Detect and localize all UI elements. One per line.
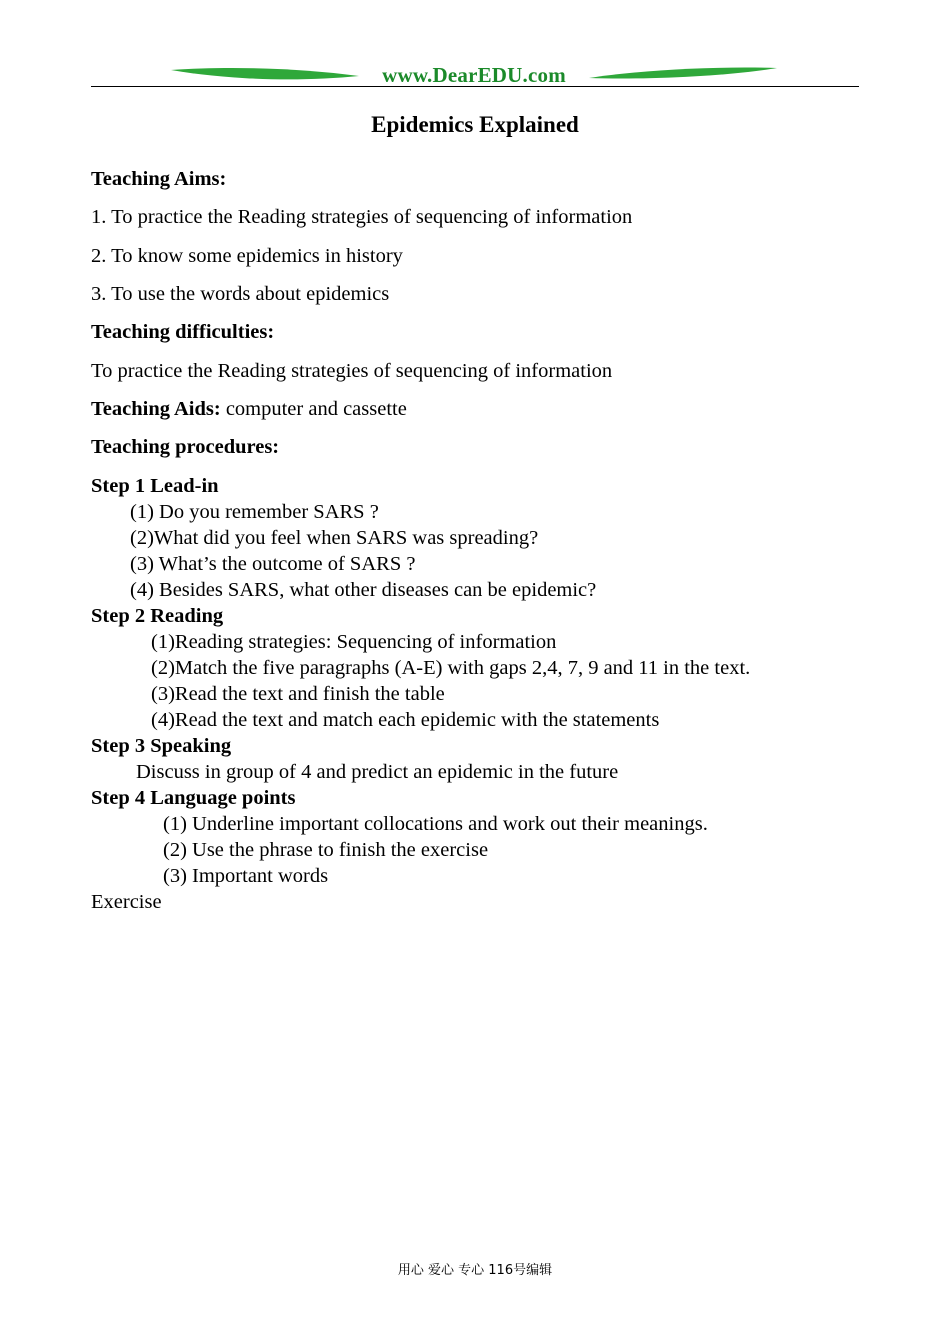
aids-line bbox=[91, 396, 407, 422]
aims-heading: Teaching Aims: bbox=[91, 168, 227, 190]
aim-item: 2. To know some epidemics in history bbox=[91, 245, 403, 267]
aim-item: 1. To practice the Reading strategies of sequencing of information bbox=[91, 206, 633, 228]
step-title: Step 1 Lead-in bbox=[91, 475, 219, 497]
step-item: (4) Besides SARS, what other diseases can be epidemic? bbox=[130, 579, 597, 601]
aids-heading: Teaching Aids: bbox=[91, 398, 221, 420]
step-item: (2)Match the five paragraphs (A-E) with gaps 2,4, 7, 9 and 11 in the text. bbox=[151, 657, 751, 679]
step-title: Step 3 Speaking bbox=[91, 735, 232, 757]
page-header bbox=[91, 60, 859, 90]
step-item: (3) Important words bbox=[163, 865, 329, 887]
exercise-label: Exercise bbox=[91, 891, 162, 913]
aim-item: 3. To use the words about epidemics bbox=[91, 283, 390, 305]
step-title: Step 2 Reading bbox=[91, 605, 224, 627]
aids-text: computer and cassette bbox=[225, 398, 407, 420]
step-item: (2) Use the phrase to finish the exercise bbox=[163, 839, 489, 861]
difficulties-text: To practice the Reading strategies of sequencing of information bbox=[91, 360, 613, 382]
step-title: Step 4 Language points bbox=[91, 787, 296, 809]
step-item: (1) Underline important collocations and work out their meanings. bbox=[163, 813, 708, 835]
procedures-heading: Teaching procedures: bbox=[91, 436, 280, 458]
page-footer: 用心 爱心 专心 116号编辑 bbox=[397, 1263, 553, 1278]
step-item: Discuss in group of 4 and predict an epidemic in the future bbox=[136, 761, 619, 783]
page-title: Epidemics Explained bbox=[371, 112, 579, 137]
step-item: (1)Reading strategies: Sequencing of information bbox=[151, 631, 557, 653]
step-item: (3)Read the text and finish the table bbox=[151, 683, 445, 705]
step-item: (3) What’s the outcome of SARS ? bbox=[130, 553, 416, 575]
difficulties-heading: Teaching difficulties: bbox=[91, 321, 275, 343]
step-item: (4)Read the text and match each epidemic with the statements bbox=[151, 709, 660, 731]
site-logo-text[interactable]: www.DearEDU.com bbox=[382, 63, 566, 87]
step-item: (1) Do you remember SARS ? bbox=[130, 501, 379, 523]
header-rule bbox=[91, 86, 859, 87]
step-item: (2)What did you feel when SARS was spreading? bbox=[130, 527, 539, 549]
